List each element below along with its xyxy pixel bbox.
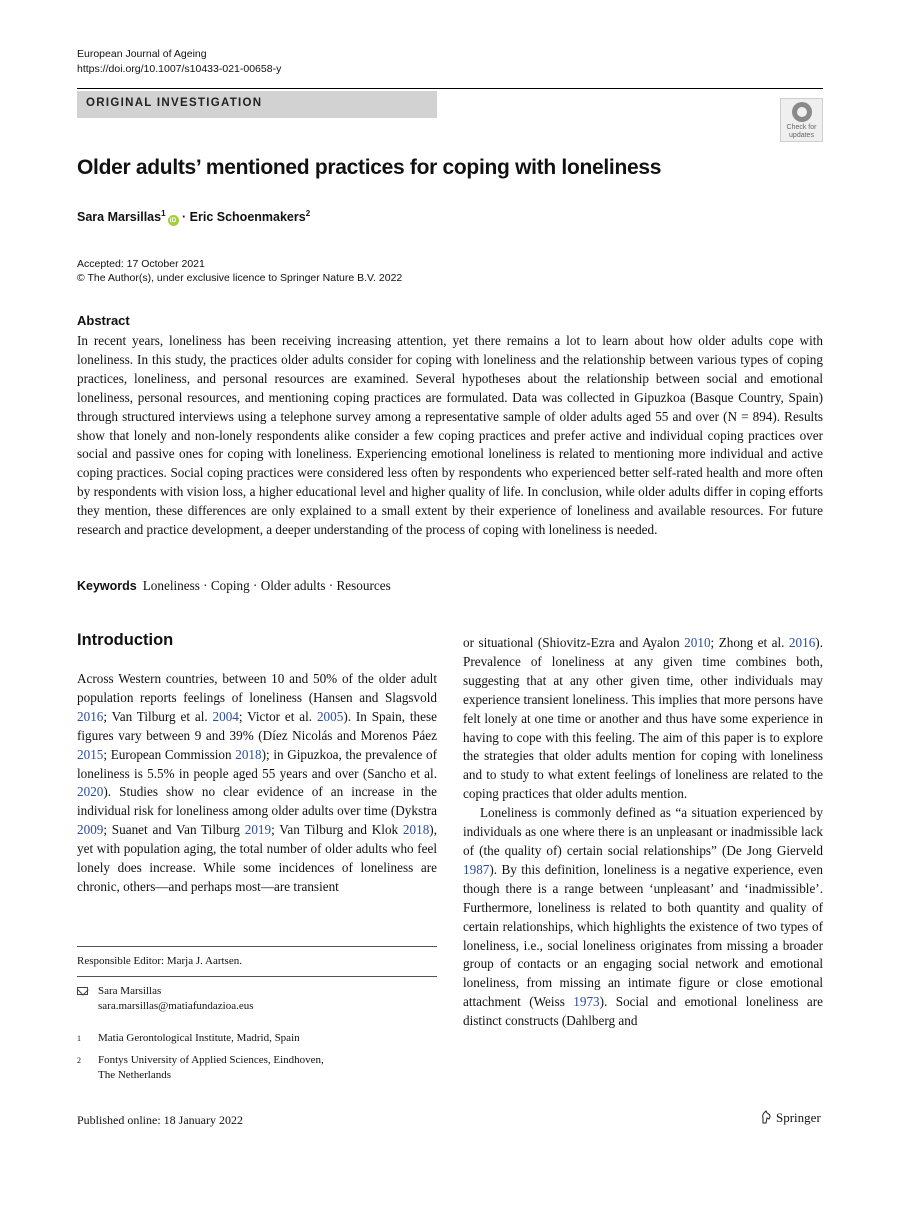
keywords-line <box>77 578 391 594</box>
keywords-label: Keywords <box>77 579 137 593</box>
introduction-heading: Introduction <box>77 631 174 649</box>
corresponding-author <box>98 984 254 1014</box>
body-text: ; Victor et al. <box>238 708 317 724</box>
publisher-mark <box>760 1110 821 1126</box>
published-date: Published online: 18 January 2022 <box>77 1113 243 1127</box>
journal-name: European Journal of Ageing <box>77 48 207 60</box>
body-text: ). Prevalence of loneliness at any given time combines both, suggesting that at any other given time, other individuals may experience transient loneliness. This implies that more persons have felt lonely at one time or another and thus have some experience in having to cope with this feeling. The aim of this paper is to explore the strategies that older adults mention for coping with loneliness and to study to what extent feelings of loneliness are related to the coping practices that older adults mention. <box>463 635 823 802</box>
body-text: ). Studies show no clear evidence of an increase in the individual risk for loneliness among older adults over time (Dykstra <box>77 784 437 819</box>
corresponding-name: Sara Marsillas <box>98 985 162 997</box>
body-text: ); in Gipuzkoa, the prevalence of loneliness is 5.5% in people aged 55 years and over (Sancho et al. <box>77 746 437 781</box>
author-name[interactable]: Eric Schoenmakers <box>189 210 306 225</box>
article-title: Older adults’ mentioned practices for coping with loneliness <box>77 156 662 179</box>
header-rule <box>77 88 823 89</box>
envelope-icon <box>77 987 88 995</box>
journal-header <box>77 47 281 77</box>
body-text: ; Suanet and Van Tilburg <box>103 822 245 838</box>
body-text: Loneliness is commonly defined as “a situation experienced by individuals as one where there is an unpleasant or inadmissible lack of (the quality of) certain social relationships” (De Jong Gierveld <box>463 805 823 858</box>
body-text: ; European Commission <box>103 746 236 762</box>
body-text: Across Western countries, between 10 and 50% of the older adult population reports feelings of loneliness (Hansen and Slagsvold <box>77 671 437 705</box>
author-list <box>77 209 310 226</box>
affiliation-2 <box>98 1053 324 1083</box>
citation-link[interactable]: 2018 <box>402 822 430 838</box>
responsible-editor: Responsible Editor: Marja J. Aartsen. <box>77 955 242 967</box>
keywords-text: Loneliness · Coping · Older adults · Resources <box>142 578 391 593</box>
citation-link[interactable]: 2016 <box>788 635 816 650</box>
affiliation-2-line2: The Netherlands <box>98 1069 171 1081</box>
intro-column-right <box>463 634 823 1031</box>
abstract-text: In recent years, loneliness has been receiving increasing attention, yet there remains a lot to learn about how older adults cope with loneliness. In this study, the practices older adults consider for coping with loneliness and the relationship between various types of coping practices, loneliness, and personal resources are examined. Several hypotheses about the relationship between social and emotional loneliness, personal resources, and mentioning coping practices are formulated. Data was collected in Gipuzkoa (Basque Country, Spain) through structured interviews using a telephone survey among a representative sample of older adults aged 55 and over (N = 894). Results show that lonely and non-lonely respondents alike consider a few coping practices and prefer active and individual coping practices over social and passive ones for coping with loneliness. Experiencing emotional loneliness is related to mentioning more individual and active coping practices. Social coping practices were considered less often by respondents who experienced better self-rated health and more often by respondents with vision loss, a higher educational level and higher quality of life. In conclusion, while older adults differ in coping efforts they mention, these differences are only explained to a small extent by their experience of loneliness and available resources. For future research and practice development, a deeper understanding of the process of coping with loneliness is needed. <box>77 333 823 538</box>
body-text: ), yet with population aging, the total number of older adults who feel lonely does increase. While some incidences of loneliness are chronic, others—and perhaps most—are transient <box>77 822 437 894</box>
citation-link[interactable]: 1973 <box>573 994 600 1010</box>
citation-link[interactable]: 2010 <box>684 635 711 650</box>
orcid-icon[interactable]: iD <box>168 215 179 226</box>
author-affiliation-mark: 1 <box>161 209 166 218</box>
affiliation-number: 2 <box>77 1056 81 1065</box>
author-separator: · <box>178 210 190 225</box>
abstract-heading: Abstract <box>77 313 130 328</box>
accepted-date: Accepted: 17 October 2021 <box>77 258 205 270</box>
footnote-rule <box>77 976 437 977</box>
author-name[interactable]: Sara Marsillas <box>77 210 162 225</box>
citation-link[interactable]: 2009 <box>77 822 104 838</box>
badge-line1: Check for <box>786 124 817 131</box>
check-updates-icon <box>792 102 812 122</box>
body-text: or situational (Shiovitz-Ezra and Ayalon <box>463 635 685 650</box>
intro-column-left <box>77 670 437 897</box>
affiliation-1: Matia Gerontological Institute, Madrid, Spain <box>98 1032 300 1044</box>
affiliation-2-line1: Fontys University of Applied Sciences, Eindhoven, <box>98 1054 324 1066</box>
badge-line2: updates <box>789 132 814 139</box>
publisher-name: Springer <box>776 1110 821 1125</box>
body-text: ; Van Tilburg and Klok <box>271 822 403 838</box>
paragraph <box>463 634 823 804</box>
citation-link[interactable]: 2004 <box>212 708 239 724</box>
citation-link[interactable]: 2016 <box>77 708 104 724</box>
paragraph <box>463 804 823 1031</box>
springer-horse-icon <box>760 1110 772 1124</box>
check-for-updates-badge[interactable] <box>780 98 823 142</box>
doi-link[interactable]: https://doi.org/10.1007/s10433-021-00658-y <box>77 63 282 75</box>
article-type-label: ORIGINAL INVESTIGATION <box>86 97 263 109</box>
corresponding-email[interactable]: sara.marsillas@matiafundazioa.eus <box>98 1000 254 1012</box>
body-text: ; Van Tilburg et al. <box>103 708 213 724</box>
copyright-notice: © The Author(s), under exclusive licence to Springer Nature B.V. 2022 <box>77 272 403 284</box>
citation-link[interactable]: 2019 <box>244 822 272 838</box>
citation-link[interactable]: 2018 <box>235 746 262 762</box>
body-text: ; Zhong et al. <box>710 635 789 650</box>
footnote-rule <box>77 946 437 947</box>
author-affiliation-mark: 2 <box>305 209 311 218</box>
citation-link[interactable]: 2020 <box>77 784 104 800</box>
affiliation-number: 1 <box>77 1034 81 1043</box>
body-text: ). By this definition, loneliness is a negative experience, even though there is a range between ‘unpleasant’ and ‘inadmissible’. Furthermore, loneliness is related to both quantity and quality of certain relationships, which highlights the existence of two types of loneliness, i.e., social loneliness originates from missing a broader group of contacts or an engaging social network and emotional loneliness, from missing an intimate figure or close emotional attachment (Weiss <box>463 861 823 1010</box>
article-meta <box>77 257 402 285</box>
body-text: ). Social and emotional loneliness are distinct constructs (Dahlberg and <box>463 994 823 1029</box>
citation-link[interactable]: 2015 <box>77 746 104 762</box>
body-text: ). In Spain, these figures vary between 9 and 39% (Díez Nicolás and Morenos Páez <box>77 708 437 743</box>
citation-link[interactable]: 1987 <box>463 861 490 877</box>
citation-link[interactable]: 2005 <box>316 708 344 724</box>
